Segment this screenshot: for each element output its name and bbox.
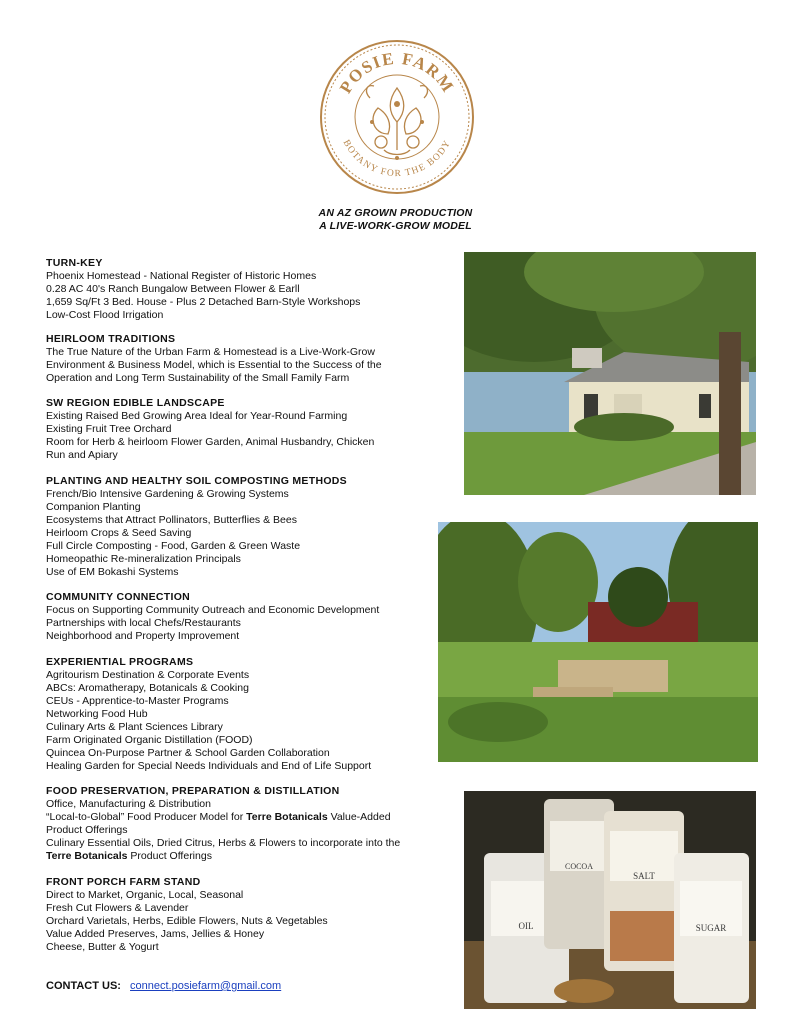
posie-farm-logo bbox=[318, 38, 476, 196]
section-line: Neighborhood and Property Improvement bbox=[46, 630, 240, 642]
section-heading: EXPERIENTIAL PROGRAMS bbox=[46, 656, 194, 668]
section-heading: COMMUNITY CONNECTION bbox=[46, 591, 191, 603]
section-heading: FRONT PORCH FARM STAND bbox=[46, 876, 201, 888]
section-line: Quincea On-Purpose Partner & School Garden Collaboration bbox=[46, 747, 330, 759]
section-line: Environment & Business Model, which is Essential to the Success of the bbox=[46, 359, 382, 371]
brand-name: Terre Botanicals bbox=[246, 811, 328, 823]
section-line: Fresh Cut Flowers & Lavender bbox=[46, 902, 189, 914]
section-heading: PLANTING AND HEALTHY SOIL COMPOSTING METHODS bbox=[46, 475, 347, 487]
brand-name: Terre Botanicals bbox=[46, 850, 128, 862]
section-line: CEUs - Apprentice-to-Master Programs bbox=[46, 695, 229, 707]
section-planting bbox=[46, 475, 347, 579]
section-community bbox=[46, 591, 379, 643]
section-line: Operation and Long Term Sustainability of the Small Family Farm bbox=[46, 372, 350, 384]
section-line: 0.28 AC 40's Ranch Bungalow Between Flower & Earll bbox=[46, 283, 300, 295]
section-line: Existing Raised Bed Growing Area Ideal for Year-Round Farming bbox=[46, 410, 348, 422]
section-line: Agritourism Destination & Corporate Events bbox=[46, 669, 250, 681]
garden-photo bbox=[438, 522, 758, 762]
section-line bbox=[46, 850, 400, 863]
section-line: Office, Manufacturing & Distribution bbox=[46, 798, 211, 810]
contact-label: CONTACT US: bbox=[46, 980, 121, 992]
section-line: Phoenix Homestead - National Register of Historic Homes bbox=[46, 270, 317, 282]
line-text: Product Offerings bbox=[127, 850, 212, 862]
tagline-line-2: A LIVE-WORK-GROW MODEL bbox=[319, 220, 472, 232]
section-sw-landscape bbox=[46, 397, 374, 462]
section-line: Farm Originated Organic Distillation (FOOD) bbox=[46, 734, 253, 746]
section-heading: FOOD PRESERVATION, PREPARATION & DISTILLATION bbox=[46, 785, 340, 797]
section-line: Run and Apiary bbox=[46, 449, 118, 461]
section-line: Homeopathic Re-mineralization Principals bbox=[46, 553, 241, 565]
contact-email-link[interactable]: connect.posiefarm@gmail.com bbox=[130, 980, 282, 992]
section-line: 1,659 Sq/Ft 3 Bed. House - Plus 2 Detached Barn-Style Workshops bbox=[46, 296, 361, 308]
svg-text:POSIE FARM: POSIE FARM bbox=[335, 48, 459, 97]
house-photo bbox=[464, 252, 756, 495]
section-line: Full Circle Composting - Food, Garden & Green Waste bbox=[46, 540, 301, 552]
products-photo bbox=[464, 791, 756, 1009]
section-turnkey bbox=[46, 257, 360, 322]
section-line: Culinary Essential Oils, Dried Citrus, Herbs & Flowers to incorporate into the bbox=[46, 837, 401, 849]
section-line: Heirloom Crops & Seed Saving bbox=[46, 527, 192, 539]
section-front-porch bbox=[46, 876, 328, 954]
section-food-preservation bbox=[46, 785, 400, 863]
tagline-line-1: AN AZ GROWN PRODUCTION bbox=[318, 207, 473, 219]
cocoa-label: COCOA bbox=[564, 862, 594, 871]
section-line: Culinary Arts & Plant Sciences Library bbox=[46, 721, 223, 733]
section-heading: SW REGION EDIBLE LANDSCAPE bbox=[46, 397, 225, 409]
section-line: Cheese, Butter & Yogurt bbox=[46, 941, 159, 953]
section-line: Low-Cost Flood Irrigation bbox=[46, 309, 164, 321]
section-line bbox=[46, 811, 400, 824]
section-heading: TURN-KEY bbox=[46, 257, 103, 269]
section-line: Direct to Market, Organic, Local, Seasonal bbox=[46, 889, 244, 901]
section-heading: HEIRLOOM TRADITIONS bbox=[46, 333, 176, 345]
section-line: Companion Planting bbox=[46, 501, 141, 513]
section-line: Value Added Preserves, Jams, Jellies & Honey bbox=[46, 928, 265, 940]
sugar-label: SUGAR bbox=[695, 923, 727, 933]
salt-label: SALT bbox=[633, 871, 655, 881]
svg-text:BOTANY FOR THE BODY: BOTANY FOR THE BODY bbox=[340, 138, 454, 180]
line-text: Value-Added bbox=[327, 811, 391, 823]
oil-label: OIL bbox=[518, 921, 534, 931]
section-heirloom bbox=[46, 333, 382, 385]
section-line: Partnerships with local Chefs/Restaurants bbox=[46, 617, 241, 629]
logo-seal bbox=[318, 38, 476, 196]
line-text: “Local-to-Global” Food Producer Model for bbox=[46, 811, 247, 823]
contact-row bbox=[46, 980, 281, 992]
section-line: Room for Herb & heirloom Flower Garden, Animal Husbandry, Chicken bbox=[46, 436, 375, 448]
section-experiential bbox=[46, 656, 371, 773]
section-line: Ecosystems that Attract Pollinators, Butterflies & Bees bbox=[46, 514, 297, 526]
section-line: Orchard Varietals, Herbs, Edible Flowers, Nuts & Vegetables bbox=[46, 915, 328, 927]
section-line: ABCs: Aromatherapy, Botanicals & Cooking bbox=[46, 682, 249, 694]
section-line: The True Nature of the Urban Farm & Homestead is a Live-Work-Grow bbox=[46, 346, 375, 358]
section-line: Product Offerings bbox=[46, 824, 128, 836]
section-line: Use of EM Bokashi Systems bbox=[46, 566, 179, 578]
section-line: Focus on Supporting Community Outreach and Economic Development bbox=[46, 604, 380, 616]
section-line: Networking Food Hub bbox=[46, 708, 148, 720]
section-line: French/Bio Intensive Gardening & Growing Systems bbox=[46, 488, 289, 500]
section-line: Healing Garden for Special Needs Individuals and End of Life Support bbox=[46, 760, 372, 772]
section-line: Existing Fruit Tree Orchard bbox=[46, 423, 172, 435]
